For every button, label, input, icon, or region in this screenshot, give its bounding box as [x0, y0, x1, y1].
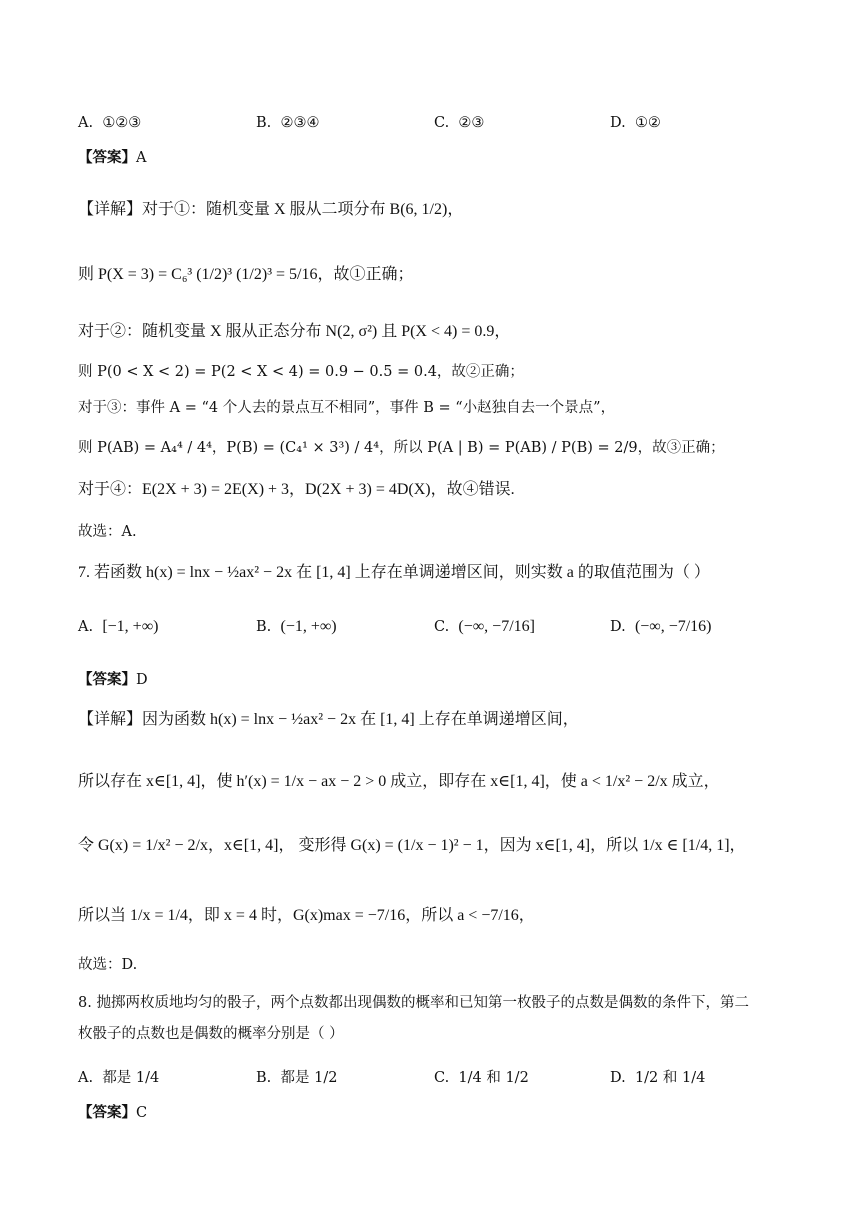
q7-option-b: B. (−1, +∞) — [256, 618, 337, 635]
q6-answer: 【答案】A — [78, 149, 147, 166]
q8-option-d: D. 1/2 和 1/4 — [610, 1070, 706, 1086]
q6-explain-line-2: 则 P(X = 3) = C₆³ (1/2)³ (1/2)³ = 5/16，故①正确； — [78, 266, 414, 283]
q8-stem-line-2: 枚骰子的点数也是偶数的概率分别是（ ） — [78, 1026, 344, 1042]
q7-option-d: D. (−∞, −7/16) — [610, 618, 712, 635]
q7-explain-line-1: 【详解】因为函数 h(x) = lnx − ½ax² − 2x 在 [1, 4] 上存在单调递增区间， — [78, 711, 579, 728]
q8-stem-line-1: 8. 抛掷两枚质地均匀的骰子，两个点数都出现偶数的概率和已知第一枚骰子的点数是偶数的条件下，第二 — [78, 995, 749, 1011]
q6-explain-line-7: 对于④：E(2X + 3) = 2E(X) + 3，D(2X + 3) = 4D(X)，故④错误. — [78, 481, 515, 498]
q6-explain-line-5: 对于③：事件 A = “4 个人去的景点互不相同”，事件 B = “小赵独自去一个景点”， — [78, 400, 616, 416]
q6-option-b: B. ②③④ — [256, 115, 320, 131]
q7-option-a: A. [−1, +∞) — [78, 618, 159, 635]
q6-option-d: D. ①② — [610, 115, 661, 131]
q7-answer: 【答案】D — [78, 671, 148, 688]
q6-explain-line-1: 【详解】对于①：随机变量 X 服从二项分布 B(6, 1/2)， — [78, 201, 464, 218]
q8-answer: 【答案】C — [78, 1104, 148, 1121]
q7-option-c: C. (−∞, −7/16] — [434, 618, 535, 635]
q6-explain-line-3: 对于②：随机变量 X 服从正态分布 N(2, σ²) 且 P(X < 4) = 0.9， — [78, 323, 511, 340]
q6-option-c: C. ②③ — [434, 115, 485, 131]
q7-stem: 7. 若函数 h(x) = lnx − ½ax² − 2x 在 [1, 4] 上存在单调递增区间，则实数 a 的取值范围为（ ） — [78, 564, 710, 581]
q8-option-a: A. 都是 1/4 — [78, 1070, 160, 1086]
q7-explain-line-4: 所以当 1/x = 1/4，即 x = 4 时，G(x)max = −7/16，所以 a < −7/16， — [78, 907, 535, 924]
q6-option-a: A. ①②③ — [78, 115, 142, 131]
q6-explain-line-4: 则 P(0 < X < 2) = P(2 < X < 4) = 0.9 − 0.5 = 0.4，故②正确； — [78, 364, 524, 380]
q6-conclusion: 故选：A. — [78, 524, 137, 540]
q7-conclusion: 故选：D. — [78, 957, 138, 973]
q7-explain-line-3: 令 G(x) = 1/x² − 2/x，x∈[1, 4]， 变形得 G(x) = (1/x − 1)² − 1，因为 x∈[1, 4]，所以 1/x ∈ [1/4, 1]， — [78, 837, 746, 854]
q6-explain-line-6: 则 P(AB) = A₄⁴ / 4⁴，P(B) = (C₄¹ × 3³) / 4⁴，所以 P(A | B) = P(AB) / P(B) = 2/9，故③正确； — [78, 440, 725, 456]
q8-option-b: B. 都是 1/2 — [256, 1070, 338, 1086]
q8-option-c: C. 1/4 和 1/2 — [434, 1070, 529, 1086]
q7-explain-line-2: 所以存在 x∈[1, 4]，使 h′(x) = 1/x − ax − 2 > 0 成立，即存在 x∈[1, 4]，使 a < 1/x² − 2/x 成立， — [78, 773, 720, 790]
